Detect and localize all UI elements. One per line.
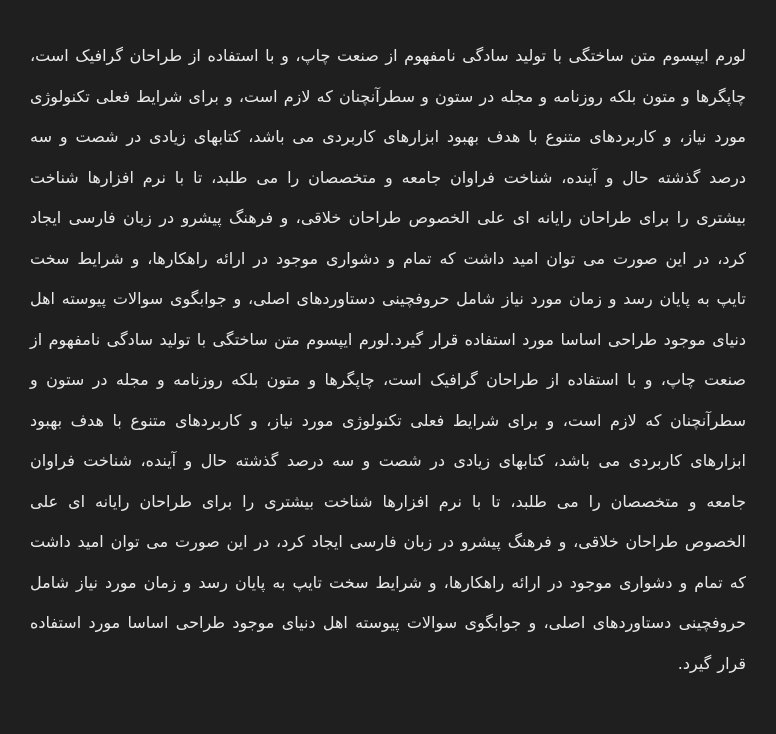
lorem-paragraph: لورم ایپسوم متن ساختگی با تولید سادگی نامفهوم از صنعت چاپ، و با استفاده از طراحان گرافیک است، چاپگرها و متون بلکه روزنامه و مجله در ستون و سطرآنچنان که لازم است، و برای شرایط فعلی تکنولوژی مورد نیاز، و کاربردهای متنوع با هدف بهبود ابزارهای کاربردی می باشد، کتابهای زیادی در شصت و سه درصد گذشته حال و آینده، شناخت فراوان جامعه و متخصصان را می طلبد، تا با نرم افزارها شناخت بیشتری را برای طراحان رایانه ای علی الخصوص طراحان خلاقی، و فرهنگ پیشرو در زبان فارسی ایجاد کرد، در این صورت می توان امید داشت که تمام و دشواری موجود در ارائه راهکارها، و شرایط سخت تایپ به پایان رسد و زمان مورد نیاز شامل حروفچینی دستاوردهای اصلی، و جوابگوی سوالات پیوسته اهل دنیای موجود طراحی اساسا مورد استفاده قرار گیرد.لورم ایپسوم متن ساختگی با تولید سادگی نامفهوم از صنعت چاپ، و با استفاده از طراحان گرافیک است، چاپگرها و متون بلکه روزنامه و مجله در ستون و سطرآنچنان که لازم است، و برای شرایط فعلی تکنولوژی مورد نیاز، و کاربردهای متنوع با هدف بهبود ابزارهای کاربردی می باشد، کتابهای زیادی در شصت و سه درصد گذشته حال و آینده، شناخت فراوان جامعه و متخصصان را می طلبد، تا با نرم افزارها شناخت بیشتری را برای طراحان رایانه ای علی الخصوص طراحان خلاقی، و فرهنگ پیشرو در زبان فارسی ایجاد کرد، در این صورت می توان امید داشت که تمام و دشواری موجود در ارائه راهکارها، و شرایط سخت تایپ به پایان رسد و زمان مورد نیاز شامل حروفچینی دستاوردهای اصلی، و جوابگوی سوالات پیوسته اهل دنیای موجود طراحی اساسا مورد استفاده قرار گیرد. <box>30 46 746 673</box>
